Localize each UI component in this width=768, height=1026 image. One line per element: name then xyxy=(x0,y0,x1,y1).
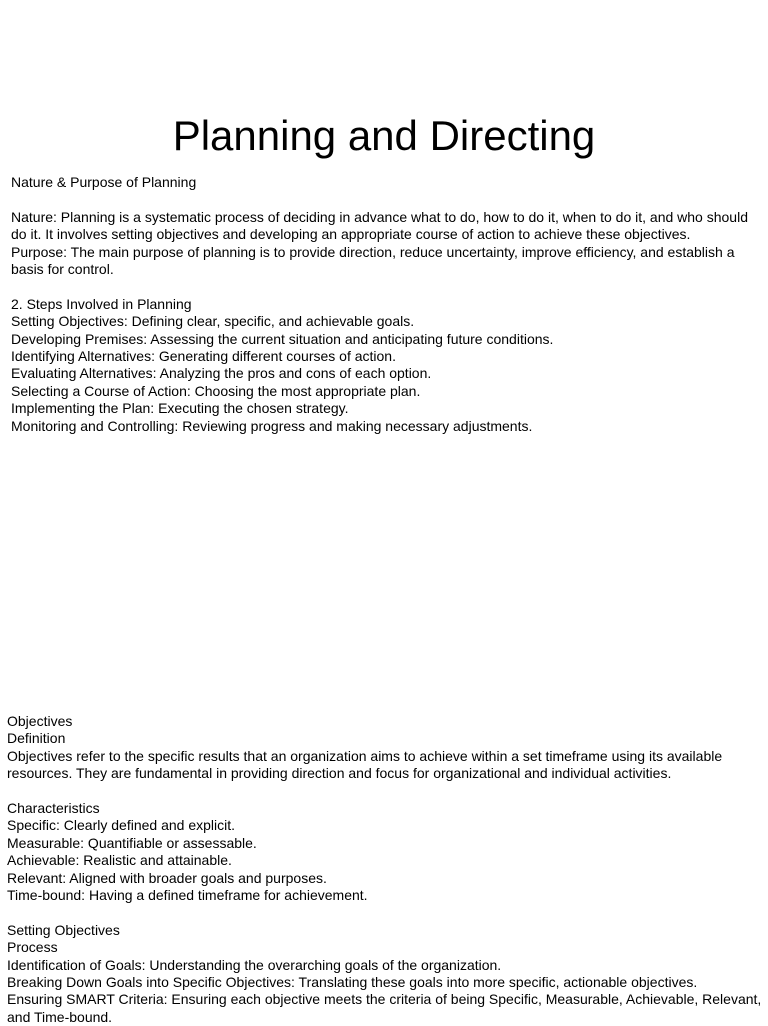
page-title: Planning and Directing xyxy=(172,112,596,159)
process-item: Ensuring SMART Criteria: Ensuring each objective meets the criteria of being Specific, Measurable, Achievable, Relevant, and Time-bound. xyxy=(7,991,762,1025)
nature-paragraph: Nature: Planning is a systematic process of deciding in advance what to do, how to do it, when to do it, and who should do it. It involves setting objectives and developing an appropriate course of action to achieve these objectives. xyxy=(11,208,748,243)
step-item: Selecting a Course of Action: Choosing the most appropriate plan. xyxy=(11,382,421,399)
characteristic-item: Measurable: Quantifiable or assessable. xyxy=(7,834,257,851)
objectives-section xyxy=(7,713,765,1026)
step-item: Setting Objectives: Defining clear, specific, and achievable goals. xyxy=(11,313,415,330)
definition-paragraph: Objectives refer to the specific results that an organization aims to achieve within a set timeframe using its available resources. They are fundamental in providing direction and focus for organizational and individual activities. xyxy=(7,747,723,782)
characteristic-item: Achievable: Realistic and attainable. xyxy=(7,852,232,869)
section-heading-steps: 2. Steps Involved in Planning xyxy=(11,295,192,312)
step-item: Identifying Alternatives: Generating different courses of action. xyxy=(11,348,396,365)
step-item: Monitoring and Controlling: Reviewing progress and making necessary adjustments. xyxy=(11,417,533,434)
paragraph-gap xyxy=(11,191,765,208)
planning-section xyxy=(11,174,765,435)
step-item: Evaluating Alternatives: Analyzing the pros and cons of each option. xyxy=(11,365,432,382)
setting-objectives-heading: Setting Objectives xyxy=(7,921,120,938)
step-item: Developing Premises: Assessing the current situation and anticipating future conditions. xyxy=(11,330,554,347)
purpose-paragraph: Purpose: The main purpose of planning is to provide direction, reduce uncertainty, improve efficiency, and establish a basis for control. xyxy=(11,243,735,278)
characteristic-item: Specific: Clearly defined and explicit. xyxy=(7,817,236,834)
step-item: Implementing the Plan: Executing the chosen strategy. xyxy=(11,400,349,417)
process-item: Breaking Down Goals into Specific Objectives: Translating these goals into more specific, actionable objectives. xyxy=(7,974,698,991)
paragraph-gap xyxy=(7,783,765,800)
definition-heading: Definition xyxy=(7,730,66,747)
process-item: Identification of Goals: Understanding the overarching goals of the organization. xyxy=(7,956,502,973)
characteristic-item: Time-bound: Having a defined timeframe for achievement. xyxy=(7,887,368,904)
section-heading-nature-purpose: Nature & Purpose of Planning xyxy=(11,174,197,190)
paragraph-gap xyxy=(11,278,765,295)
objectives-heading: Objectives xyxy=(7,713,73,729)
characteristic-item: Relevant: Aligned with broader goals and purposes. xyxy=(7,869,327,886)
paragraph-gap xyxy=(7,904,765,921)
characteristics-heading: Characteristics xyxy=(7,800,100,817)
process-heading: Process xyxy=(7,939,58,956)
